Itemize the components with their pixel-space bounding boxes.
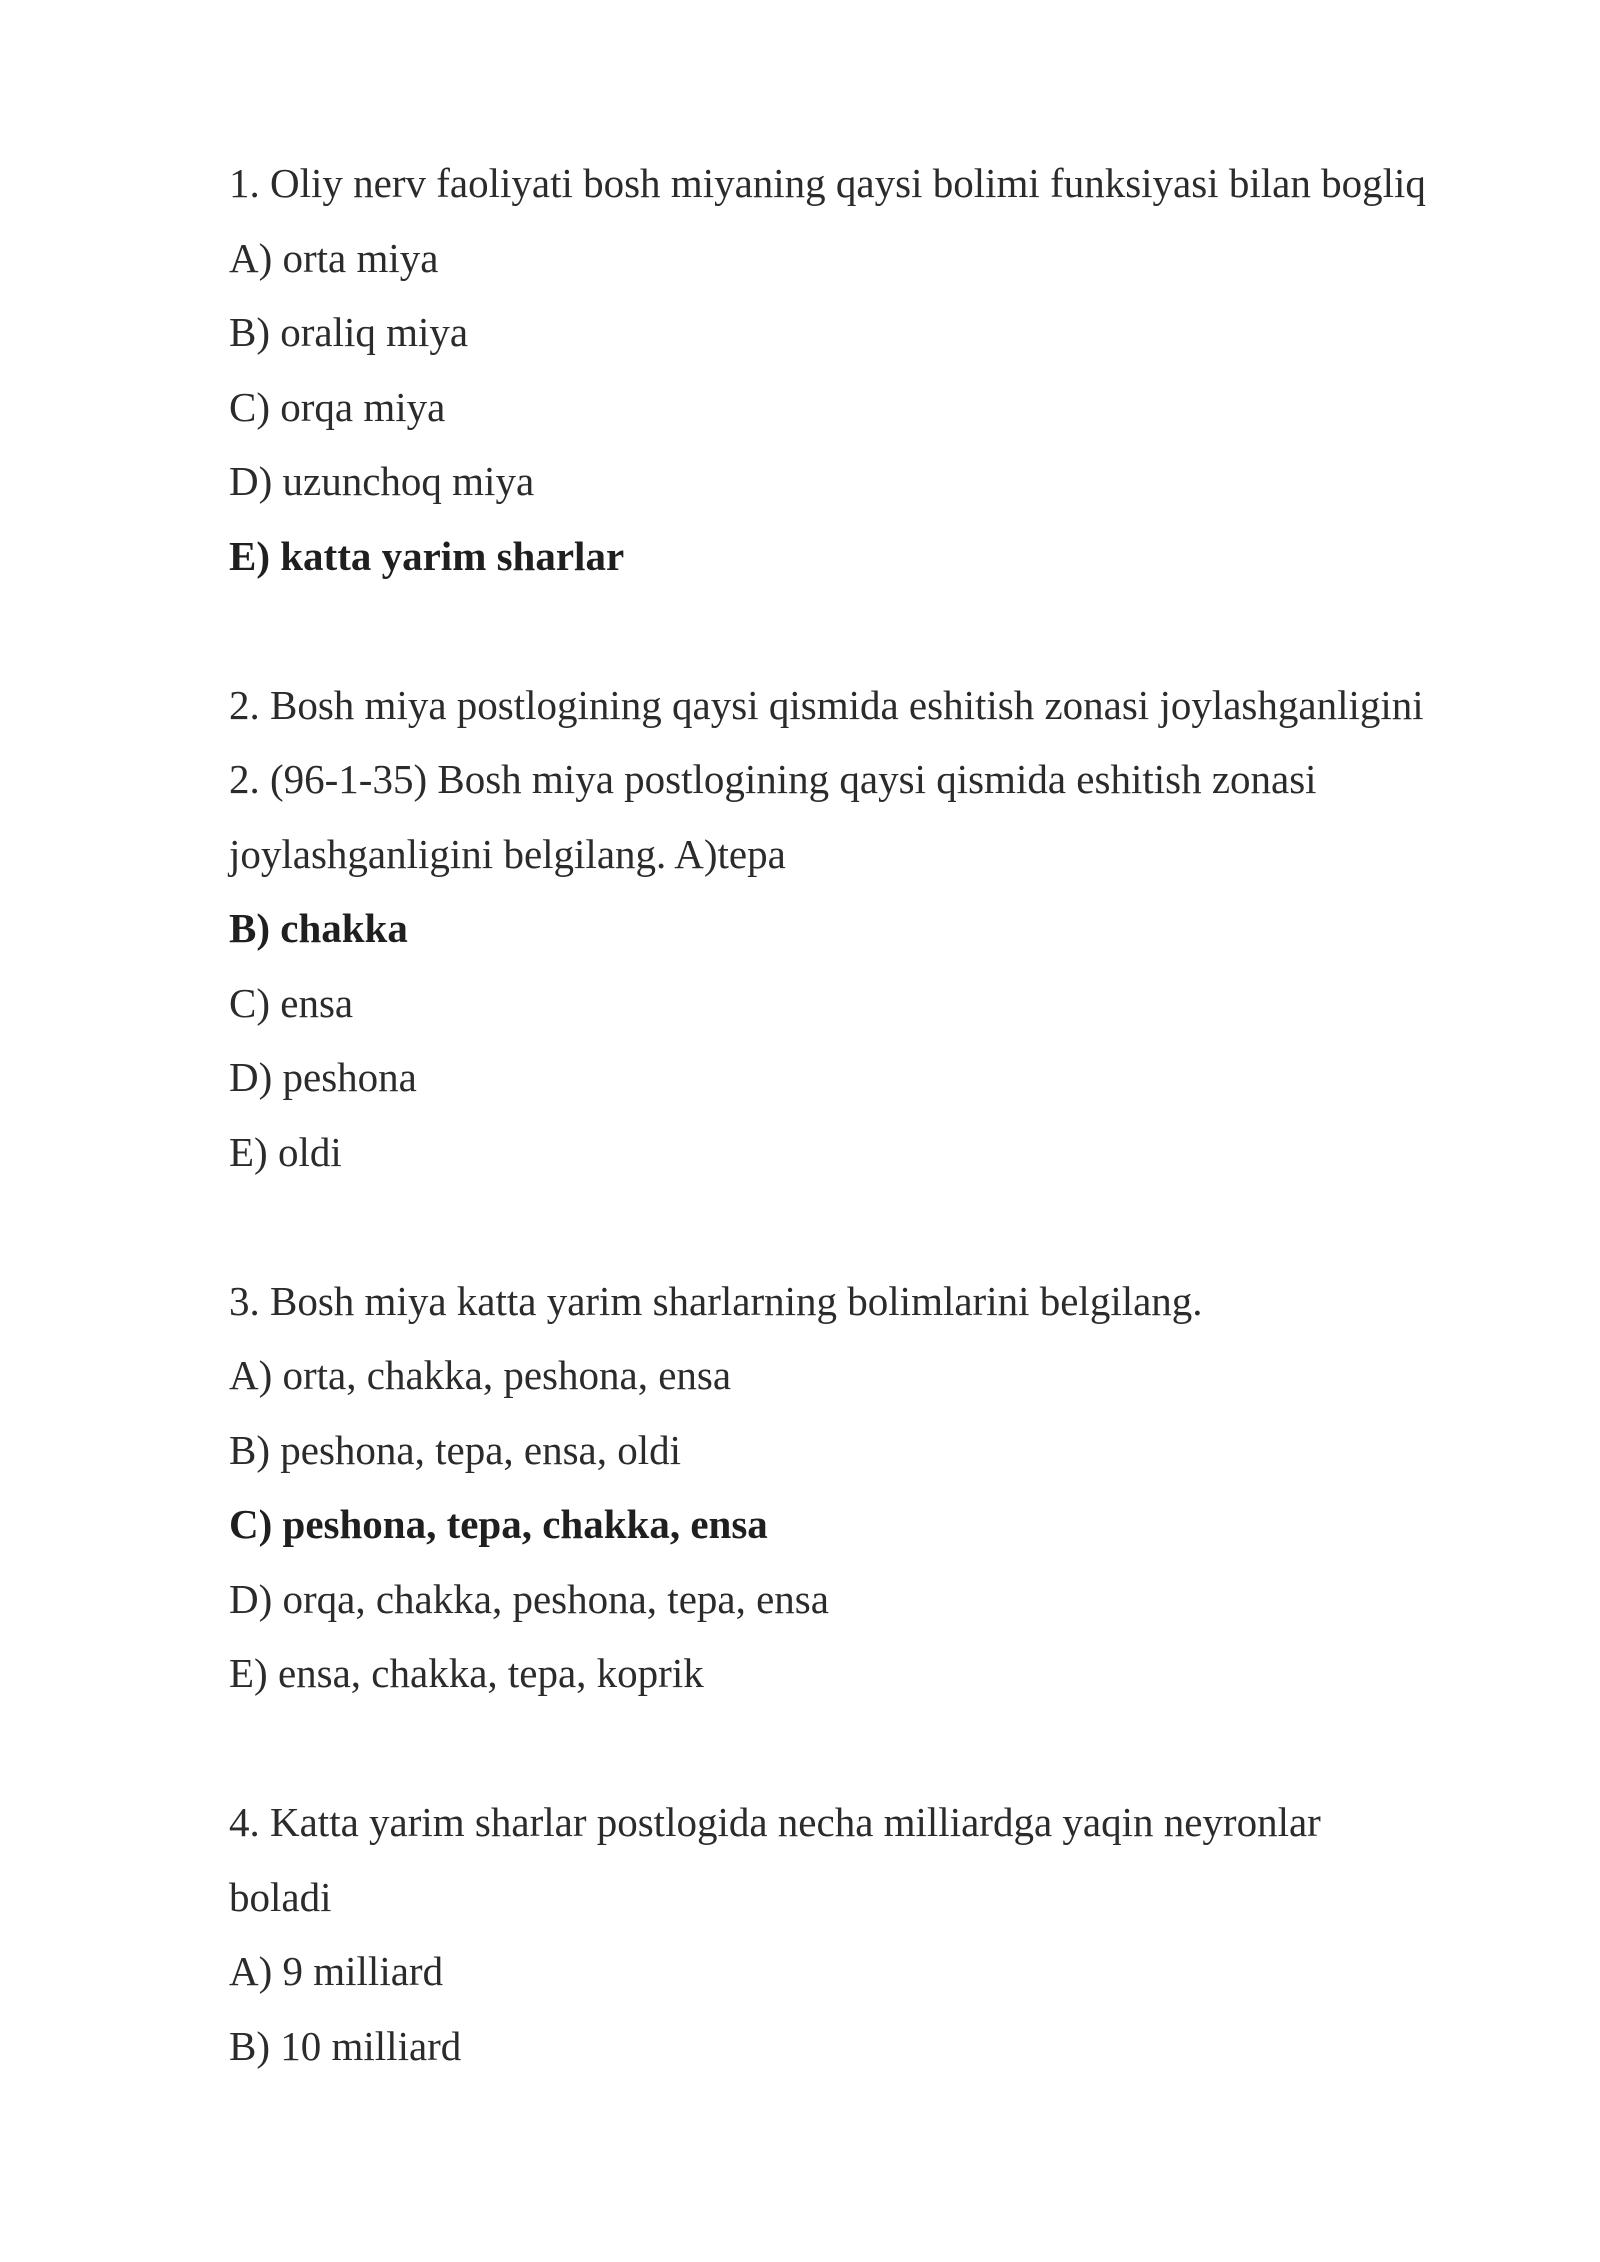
answer-option: E) oldi bbox=[229, 1128, 342, 1175]
question-block-4 bbox=[229, 1785, 1559, 2083]
answer-option: C) ensa bbox=[229, 979, 354, 1026]
question-text: 3. Bosh miya katta yarim sharlarning bolimlarini belgilang. bbox=[229, 1277, 1203, 1324]
correct-answer-option: E) katta yarim sharlar bbox=[229, 532, 625, 579]
question-text-continued: boladi bbox=[229, 1873, 332, 1920]
question-block-3 bbox=[229, 1264, 1559, 1711]
question-text: 4. Katta yarim sharlar postlogida necha milliardga yaqin neyronlar bbox=[229, 1799, 1321, 1845]
correct-answer-option: C) peshona, tepa, chakka, ensa bbox=[229, 1501, 768, 1547]
question-block-2 bbox=[229, 668, 1559, 1190]
answer-option: B) oraliq miya bbox=[229, 309, 469, 355]
spacer bbox=[229, 1189, 1559, 1264]
question-text-continued: joylashganligini belgilang. A)tepa bbox=[229, 830, 786, 877]
answer-option: D) orqa, chakka, peshona, tepa, ensa bbox=[229, 1575, 829, 1622]
question-block-1 bbox=[229, 146, 1559, 593]
question-text: 2. Bosh miya postlogining qaysi qismida eshitish zonasi joylashganligini bbox=[229, 681, 1424, 728]
answer-option: D) uzunchoq miya bbox=[229, 458, 535, 504]
answer-option: D) peshona bbox=[229, 1054, 417, 1100]
question-text-continued: 2. (96-1-35) Bosh miya postlogining qaysi qismida eshitish zonasi bbox=[229, 756, 1317, 802]
answer-option: B) peshona, tepa, ensa, oldi bbox=[229, 1426, 682, 1473]
answer-option: E) ensa, chakka, tepa, koprik bbox=[229, 1650, 704, 1696]
document-page bbox=[229, 146, 1559, 2083]
answer-option: B) 10 milliard bbox=[229, 2022, 462, 2069]
answer-option: A) 9 milliard bbox=[229, 1948, 444, 1994]
spacer bbox=[229, 1711, 1559, 1786]
answer-option: A) orta miya bbox=[229, 234, 439, 281]
question-text: 1. Oliy nerv faoliyati bosh miyaning qaysi bolimi funksiyasi bilan bogliq bbox=[229, 160, 1426, 206]
spacer bbox=[229, 593, 1559, 668]
answer-option: C) orqa miya bbox=[229, 383, 446, 430]
answer-option: A) orta, chakka, peshona, ensa bbox=[229, 1352, 732, 1398]
correct-answer-option: B) chakka bbox=[229, 905, 408, 951]
